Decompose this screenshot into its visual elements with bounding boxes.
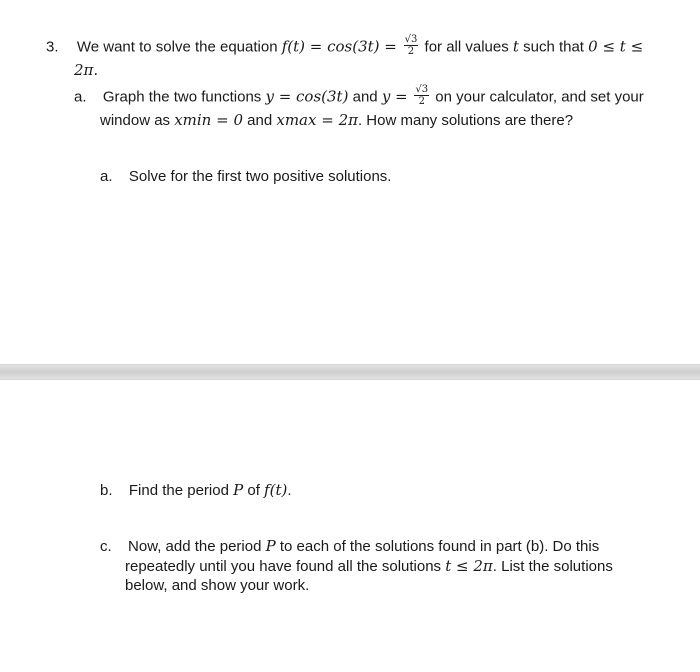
part-b-label: b. <box>100 482 113 499</box>
function-2-lhs: y = <box>381 87 413 106</box>
equation-lhs: f(t) = cos(3t) = <box>281 37 402 56</box>
part-c-line-1 <box>100 536 599 557</box>
function-1: y = cos(3t) <box>265 87 349 106</box>
problem-number: 3. <box>46 38 59 56</box>
variable-p-2: P <box>265 537 276 555</box>
period-mark: . <box>287 482 292 499</box>
part-a2-text: Solve for the first two positive solutions. <box>128 168 392 185</box>
sqrt3-over-2-fraction: $\frac{√3}{2}$ <box>404 34 418 57</box>
part-a1-line-1 <box>74 86 644 109</box>
and-text-2: and <box>243 112 277 129</box>
problem-3-line-1 <box>46 36 643 59</box>
part-a1-label: a. <box>74 88 87 106</box>
xmin-setting: xmin = 0 <box>174 111 243 129</box>
page-divider <box>0 364 700 380</box>
problem-intro-post: for all values <box>420 38 513 56</box>
f-of-t: f(t) <box>264 481 288 499</box>
part-b-text: Find the period <box>128 482 234 499</box>
sqrt3-over-2-fraction-2: $\frac{√3}{2}$ <box>415 84 429 107</box>
such-that-text: such that <box>518 38 589 56</box>
of-text: of <box>243 482 265 499</box>
part-c-label: c. <box>100 538 112 555</box>
condition-t-le-2pi: t ≤ 2π <box>445 557 493 575</box>
window-text: window as <box>100 112 175 129</box>
range-end: 2π. <box>74 61 99 79</box>
part-c-text-2-post: . List the solutions <box>492 558 613 575</box>
xmax-setting: xmax = 2π <box>276 111 358 129</box>
variable-t: t <box>512 37 519 56</box>
part-c-text-3: below, and show your work. <box>125 577 310 594</box>
part-a1-text-post: on your calculator, and set your <box>431 88 644 106</box>
variable-p: P <box>233 481 244 499</box>
part-a2-line <box>100 167 391 187</box>
problem-3-line-2 <box>74 60 98 81</box>
range-condition: 0 ≤ t ≤ <box>588 37 644 56</box>
part-a2-label: a. <box>100 168 113 185</box>
part-b-line <box>100 480 292 501</box>
part-c-line-2 <box>125 556 613 577</box>
part-c-text-1-post: to each of the solutions found in part (b). Do this <box>275 538 600 555</box>
problem-intro: We want to solve the equation <box>76 38 282 56</box>
part-a1-line-2 <box>100 110 573 131</box>
part-c-line-3 <box>125 576 309 596</box>
and-text: and <box>348 88 382 106</box>
question-text: . How many solutions are there? <box>357 112 574 129</box>
part-c-text-2: repeatedly until you have found all the solutions <box>125 558 446 575</box>
part-c-text-1: Now, add the period <box>128 538 266 555</box>
part-a1-text: Graph the two functions <box>102 88 266 106</box>
